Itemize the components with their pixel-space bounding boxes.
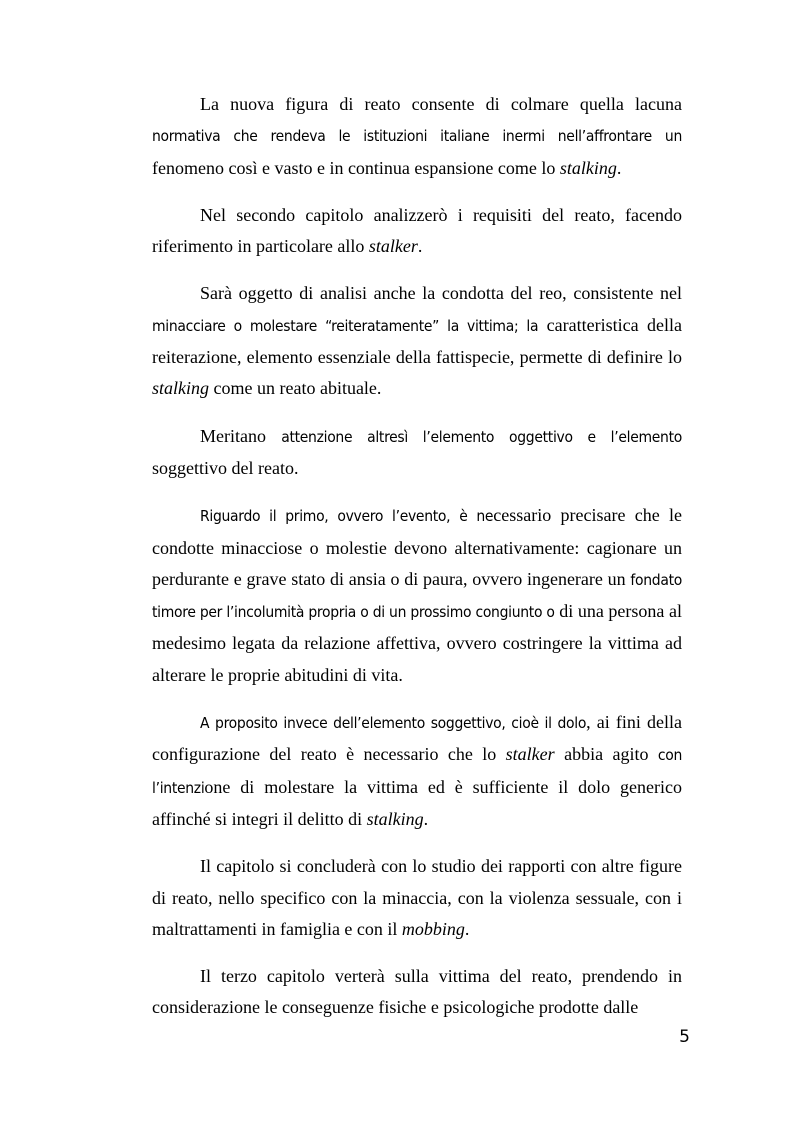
paragraph-2: Nel secondo capitolo analizzerò i requisiti del reato, facendo riferimento in particolare allo stalker. (152, 204, 682, 257)
paragraph-5: Riguardo il primo, ovvero l’evento, è necessario precisare che le condotte minacciose o molestie devono alternativamente: cagionare un perdurante e grave stato di ansia o di paura, ovvero ingenerare un fondato timore per l’incolumità propria o di un prossimo congiunto o di una persona al medesimo legata da relazione affettiva, ovvero costringere la vittima ad alterare le proprie abitudini di vita. (152, 505, 682, 685)
page-number: 5 (679, 1027, 690, 1047)
body-text (152, 89, 682, 1024)
paragraph-3: Sarà oggetto di analisi anche la condotta del reo, consistente nel minacciare o molestare “reiteratamente” la vittima; la caratteristica della reiterazione, elemento essenziale della fattispecie, permette di definire lo stalking come un reato abituale. (152, 283, 682, 399)
paragraph-8: Il terzo capitolo verterà sulla vittima del reato, prendendo in considerazione le conseguenze fisiche e psicologiche prodotte dalle (152, 966, 682, 1018)
paragraph-6: A proposito invece dell’elemento soggettivo, cioè il dolo, ai fini della configurazione del reato è necessario che lo stalker abbia agito con l’intenzione di molestare la vittima ed è sufficiente il dolo generico affinché si integri il delitto di stalking. (152, 712, 682, 829)
paragraph-1: La nuova figura di reato consente di colmare quella lacuna normativa che rendeva le istituzioni italiane inermi nell’affrontare un fenomeno così e vasto e in continua espansione come lo stalking. (152, 94, 682, 178)
paragraph-4: Meritano attenzione altresì l’elemento oggettivo e l’elemento soggettivo del reato. (152, 425, 682, 478)
paragraph-7: Il capitolo si concluderà con lo studio dei rapporti con altre figure di reato, nello specifico con la minaccia, con la violenza sessuale, con i maltrattamenti in famiglia e con il mobbing. (152, 856, 682, 939)
